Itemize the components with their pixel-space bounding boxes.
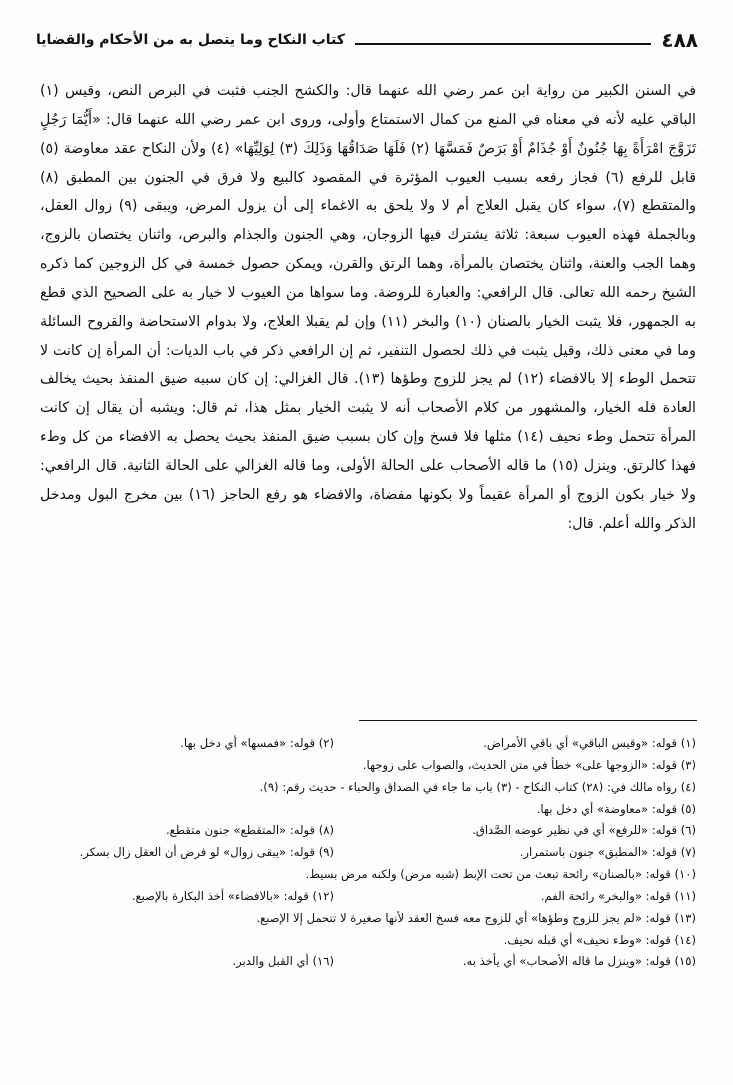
running-header (36, 18, 698, 52)
footnote-row (40, 951, 696, 973)
footnote-row (40, 864, 696, 886)
footnote: (١) قوله: «وقيس الباقي» أي باقي الأمراض. (483, 736, 696, 750)
footnote-row (40, 930, 696, 952)
footnote: (٨) قوله: «المتقطع» جنون متقطع. (165, 823, 334, 838)
footnote-row (40, 777, 696, 799)
footnote: (٥) قوله: «معاوضة» أي دخل بها. (536, 801, 696, 816)
footnote-row (40, 755, 696, 777)
footnote: (٧) قوله: «المطبق» جنون باستمرار. (519, 845, 696, 860)
footnote: (١٣) قوله: «لم يجز للزوج وطؤها» أي للزوج معه فسخ العقد لأنها صغيرة لا تتحمل إلا الإصبع. (256, 910, 696, 925)
footnote: (٣) قوله: «الزوجها على» خطأ في متن الحديث، والصواب على زوجها. (362, 757, 696, 772)
main-text (40, 77, 696, 539)
footnote: (٦) قوله: «للرفع» أي في نظير عوضه الصَّداق. (472, 823, 696, 838)
footnote-row (40, 820, 696, 842)
footnote: (١١) قوله: «والبخر» رائحة الفم. (540, 888, 696, 903)
footnote: (١٢) قوله: «بالافضاء» أخذ البكارة بالإصبع. (131, 888, 334, 903)
footnote: (٤) رواه مالك في: (٢٨) كتاب النكاح - (٣) باب ما جاء في الصداق والحباء - حديث رقم: (٩). (259, 779, 696, 794)
footnote: (١٥) قوله: «وينزل ما قاله الأصحاب» أي يأخذ به. (462, 954, 696, 969)
footnotes (40, 733, 696, 973)
header-rule (355, 43, 652, 45)
footnote-row (40, 733, 696, 755)
footnote: (٢) قوله: «فمسها» أي دخل بها. (180, 736, 334, 750)
footnote: (١٠) قوله: «بالصنان» رائحة تبعث من تحت الإبط (شبه مرض) ولكنه مرض بسيط. (305, 867, 696, 882)
footnote-row (40, 908, 696, 930)
chapter-title: كتاب النكاح وما يتصل به من الأحكام والقضايا (36, 32, 345, 48)
footnote-row (40, 886, 696, 908)
footnote-row (40, 799, 696, 821)
footnote: (١٦) أي القبل والدبر. (232, 954, 334, 969)
footnote-row (40, 842, 696, 864)
page-number: ٤٨٨ (661, 28, 698, 52)
footnote: (٩) قوله: «يبقى زوال» لو فرض أن العقل زال بسكر. (79, 845, 334, 860)
main-paragraph: في السنن الكبير من رواية ابن عمر رضي الله عنهما قال: والكشح الجنب فثبت في البرص النص، وقيس (١) الباقي عليه لأنه في معناه في المنع من كمال الاستمتاع وأولى، وروى ابن عمر رضي الله عنهما قال: «أَيُّمَا رَجُلٍ تَزَوَّجَ امْرَأَةً بِهَا جُنُونٌ أَوْ جُذَامٌ أَوْ بَرَصٌ فَمَسَّهَا (٢) فَلَهَا صَدَاقُهَا وَذَلِكَ (٣) لِوَلِيِّهَا» (٤) ولأن النكاح عقد معاوضة (٥) قابل للرفع (٦) فجاز رفعه بسبب العيوب المؤثرة في المقصود كالبيع ولا فرق في الجنون بين المطبق (٨) والمتقطع (٧)، سواء كان يقبل العلاج أم لا ولا يلحق به الاغماء إلى أن يزول المرض، ويبقى (٩) زوال العقل، وبالجملة فهذه العيوب سبعة: ثلاثة يشترك فيها الزوجان، وهي الجنون والجذام والبرص، واثنان يختصان بالزوج، وهما الجب والعنة، واثنان يختصان بالمرأة، وهما الرتق والقرن، ويمكن حصول خمسة في كل الزوجين كما ذكره الشيخ رحمه الله تعالى. قال الرافعي: والعبارة للروضة. وما سواها من العيوب لا خيار به على الصحيح الذي قطع به الجمهور، فلا يثبت الخيار بالصنان (١٠) والبخر (١١) وإن لم يقبلا العلاج، ولا بدوام الاستحاضة والقروح السائلة وما في معنى ذلك، وقيل يثبت في ذلك لحصول التنفير، ثم إن الرافعي ذكر في باب الديات: أن المرأة إن كانت لا تتحمل الوطء إلا بالافضاء (١٢) لم يجز للزوج وطؤها (١٣). قال الغزالي: إن كان سببه ضيق المنفذ بحيث يخالف العادة فله الخيار، والمشهور من كلام الأصحاب أنه لا يثبت الخيار بمثل هذا، ثم قال: ويشبه أن يقال إن كانت المرأة تتحمل وطء نحيف (١٤) مثلها فلا فسخ وإن كان بسبب ضيق المنفذ بحيث يحصل به الافضاء من كل وطء فهذا كالرتق. وينزل (١٥) ما قاله الأصحاب على الحالة الأولى، وما قاله الغزالي على الحالة الثانية. قال الرافعي: ولا خيار بكون الزوج أو المرأة عقيماً ولا بكونها مفضاة، والافضاء هو رفع الحاجز (١٦) بين مخرج البول ومدخل الذكر والله أعلم. قال: (40, 83, 697, 532)
footnote: (١٤) قوله: «وطء نحيف» أي قبله نحيف. (503, 932, 696, 947)
footnote-separator (359, 720, 697, 721)
